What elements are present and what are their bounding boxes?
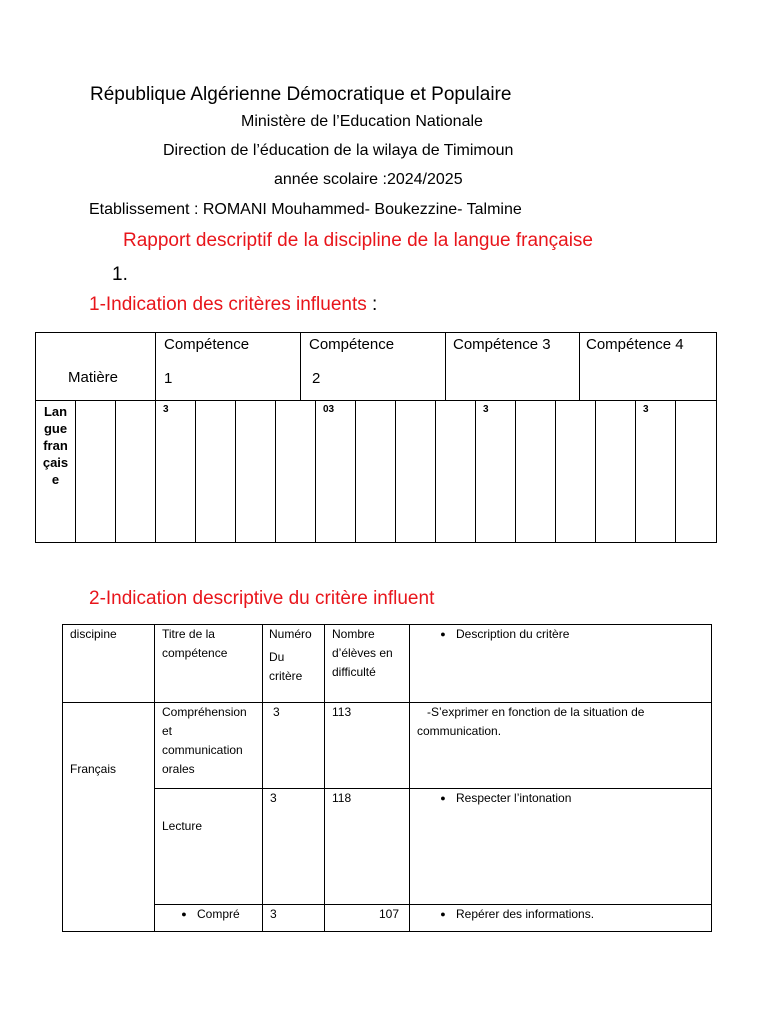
criteria-cell	[395, 400, 436, 543]
title-bullet	[171, 905, 262, 924]
criteria-cell	[595, 400, 636, 543]
header-cell-competence2	[300, 332, 446, 401]
title-line: Lecture	[162, 819, 203, 833]
title-line: orales	[162, 762, 195, 776]
header-titre	[154, 624, 263, 703]
criteria-cell	[355, 400, 396, 543]
header-nombre	[324, 624, 410, 703]
description-line: -S’exprimer en fonction de la situation de	[427, 705, 645, 719]
discipline-value: Français	[70, 762, 117, 776]
numero-line: Numéro	[269, 627, 312, 641]
competence1-line1: Compétence	[164, 336, 250, 353]
row1-description	[409, 702, 712, 789]
description-line: Respecter l’intonation	[456, 791, 572, 805]
description-bullet	[430, 789, 711, 808]
row3-description	[409, 904, 712, 932]
numero-line: critère	[269, 669, 303, 683]
criteria-cell	[675, 400, 717, 543]
section1-heading	[89, 294, 377, 316]
title-line: et	[162, 724, 173, 738]
title-line: Compréhension	[162, 705, 247, 719]
nombre-line: d’élèves en	[332, 646, 393, 660]
criteria-cell	[195, 400, 236, 543]
criteria-cell-value	[155, 400, 196, 543]
criteria-cell	[75, 400, 116, 543]
subject-line: çais	[42, 455, 69, 470]
titre-line: Titre de la	[162, 627, 215, 641]
row3-nombre	[324, 904, 410, 932]
section1-title: 1-Indication des critères influents	[89, 294, 367, 315]
competence4-label: Compétence 4	[586, 336, 684, 353]
criteria-cell	[115, 400, 156, 543]
criteria-cell	[555, 400, 596, 543]
header-discipline	[62, 624, 155, 703]
subject-cell	[35, 400, 76, 543]
matiere-label: Matière	[68, 369, 119, 386]
criteria-cell-value	[315, 400, 356, 543]
header-establishment: Etablissement : ROMANI Mouhammed- Boukezzine- Talmine	[89, 201, 522, 218]
titre-line: compétence	[162, 646, 228, 660]
header-ministry: Ministère de l’Education Nationale	[241, 113, 483, 130]
discipline-header-label: discipine	[70, 627, 117, 641]
nombre-value: 113	[332, 705, 352, 719]
nombre-line: difficulté	[332, 665, 376, 679]
title-line: communication	[162, 743, 243, 757]
competence1-value: 3	[163, 404, 169, 415]
competence3-label: Compétence 3	[453, 336, 551, 353]
descriptive-table	[62, 624, 712, 932]
header-direction: Direction de l’éducation de la wilaya de Timimoun	[163, 142, 514, 159]
description-header-label: Description du critère	[456, 627, 570, 641]
subject-line: e	[51, 472, 60, 487]
numero-value: 3	[270, 907, 277, 921]
nombre-line: Nombre	[332, 627, 375, 641]
header-cell-competence1	[155, 332, 301, 401]
row1-numero	[262, 702, 325, 789]
header-numero	[262, 624, 325, 703]
row1-title	[154, 702, 263, 789]
header-cell-matiere	[35, 332, 156, 401]
description-line: communication.	[417, 724, 502, 738]
criteria-cell	[515, 400, 556, 543]
competence2-line1: Compétence	[309, 336, 395, 353]
criteria-cell-value	[475, 400, 516, 543]
header-republic: République Algérienne Démocratique et Populaire	[90, 84, 512, 105]
header-cell-competence4	[579, 332, 717, 401]
row3-numero	[262, 904, 325, 932]
nombre-value: 107	[378, 907, 399, 921]
title-line: Compré	[197, 907, 240, 921]
numero-line: Du	[269, 650, 285, 664]
row2-title	[154, 788, 263, 905]
nombre-value: 118	[332, 791, 352, 805]
description-bullet	[430, 905, 711, 924]
competence4-value: 3	[643, 404, 649, 415]
section2-title: 2-Indication descriptive du critère influent	[89, 588, 435, 609]
numero-value: 3	[270, 791, 277, 805]
criteria-cell	[235, 400, 276, 543]
row2-nombre	[324, 788, 410, 905]
criteria-cell-value	[635, 400, 676, 543]
competence2-value: 03	[323, 404, 335, 415]
subject-line: gue	[43, 421, 68, 436]
row2-numero	[262, 788, 325, 905]
numero-value: 3	[273, 705, 280, 719]
subject-line: Lan	[43, 404, 68, 419]
list-marker: 1.	[112, 264, 128, 285]
criteria-cell	[275, 400, 316, 543]
row3-title	[154, 904, 263, 932]
subject-line: fran	[43, 438, 68, 453]
competence1-line2: 1	[164, 370, 173, 387]
section1-colon: :	[366, 294, 378, 315]
description-line: Repérer des informations.	[456, 907, 595, 921]
competence3-value: 3	[483, 404, 489, 415]
header-school-year: année scolaire :2024/2025	[274, 171, 463, 188]
criteria-cell	[435, 400, 476, 543]
discipline-cell	[62, 702, 155, 932]
header-cell-competence3	[445, 332, 580, 401]
row2-description	[409, 788, 712, 905]
criteria-table	[35, 332, 717, 543]
report-title: Rapport descriptif de la discipline de la langue française	[123, 230, 593, 251]
header-description	[409, 624, 712, 703]
competence2-line2: 2	[312, 370, 321, 387]
description-header	[430, 625, 711, 644]
row1-nombre	[324, 702, 410, 789]
